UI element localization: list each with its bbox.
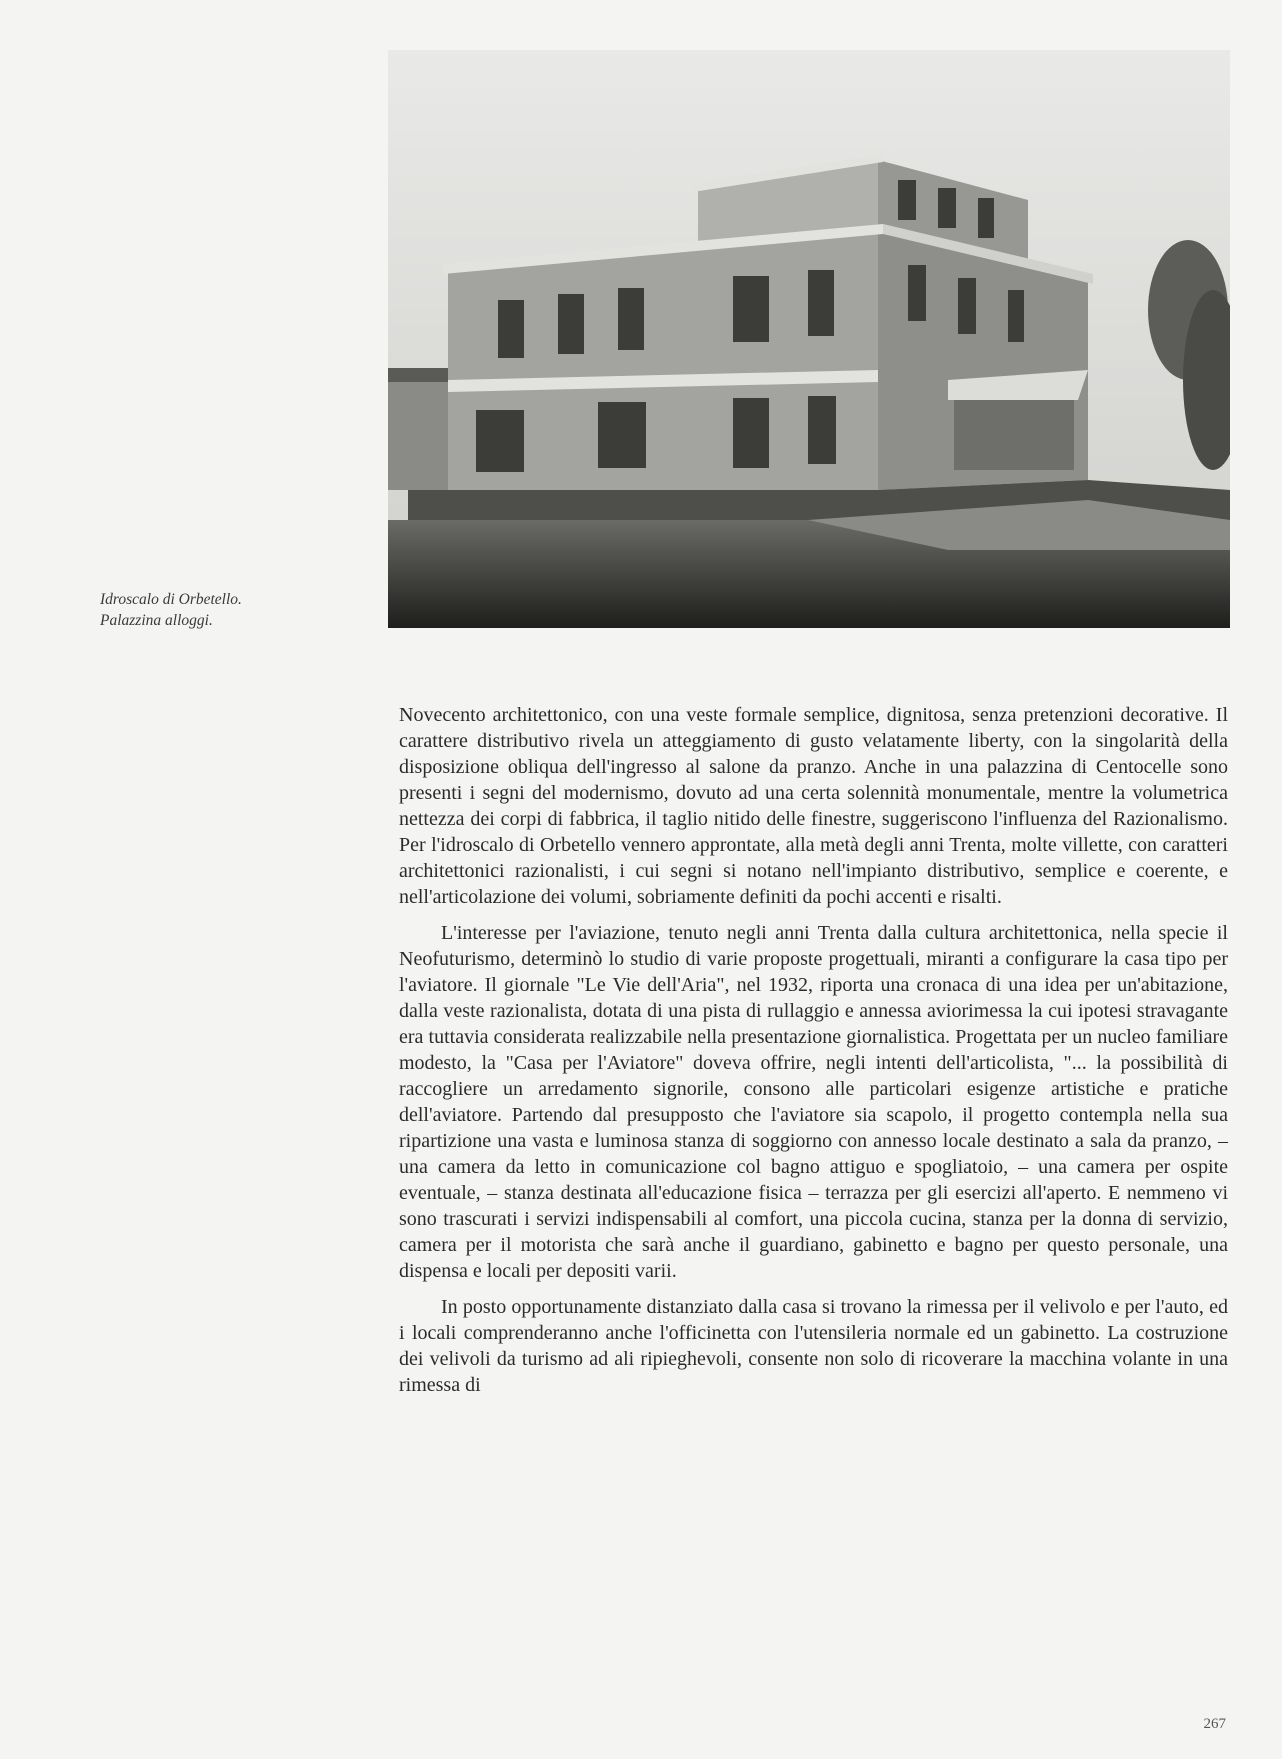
building-photograph xyxy=(388,50,1230,628)
photo-illustration xyxy=(388,50,1230,628)
article-body xyxy=(399,702,1228,1398)
page-number: 267 xyxy=(1203,1716,1226,1732)
caption-line-2: Palazzina alloggi. xyxy=(100,612,213,629)
figure-caption xyxy=(100,589,360,631)
paragraph: L'interesse per l'aviazione, tenuto negli anni Trenta dalla cultura architettonica, nella specie il Neofuturismo, determinò lo studio di varie proposte progettuali, miranti a configurare la casa tipo per l'aviatore. Il giornale "Le Vie dell'Aria", nel 1932, riporta una cronaca di una idea per un'abitazione, dalla veste razionalista, dotata di una pista di rullaggio e annessa aviorimessa la cui ipotesi stravagante era tuttavia considerata realizzabile nella presentazione giornalistica. Progettata per un nucleo familiare modesto, la "Casa per l'Aviatore" doveva offrire, negli intenti dell'articolista, "... la possibilità di raccogliere un arredamento signorile, consono alle particolari esigenze artistiche e pratiche dell'aviatore. Partendo dal presupposto che l'aviatore sia scapolo, il progetto contempla nella sua ripartizione una vasta e luminosa stanza di soggiorno con annesso locale destinato a sala da pranzo, – una camera da letto in comunicazione col bagno attiguo e spogliatoio, – una camera per ospite eventuale, – stanza destinata all'educazione fisica – terrazza per gli esercizi all'aperto. E nemmeno vi sono trascurati i servizi indispensabili al comfort, una piccola cucina, stanza per la donna di servizio, camera per il motorista che sarà anche il guardiano, gabinetto e bagno per questo personale, una dispensa e locali per depositi varii. xyxy=(399,922,1228,1282)
paragraph: Novecento architettonico, con una veste formale semplice, dignitosa, senza pretenzioni decorative. Il carattere distributivo rivela un atteggiamento di gusto velatamente liberty, con la singolarità della disposizione obliqua dell'ingresso al salone da pranzo. Anche in una palazzina di Centocelle sono presenti i segni del modernismo, dovuto ad una certa solennità monumentale, mentre la volumetrica nettezza dei corpi di fabbrica, il taglio nitido delle finestre, suggeriscono l'influenza del Razionalismo. Per l'idroscalo di Orbetello vennero approntate, alla metà degli anni Trenta, molte villette, con caratteri architettonici razionalisti, i cui segni si notano nell'impianto distributivo, semplice e coerente, e nell'articolazione dei volumi, sobriamente definiti da pochi accenti e risalti. xyxy=(399,704,1228,908)
paragraph: In posto opportunamente distanziato dalla casa si trovano la rimessa per il velivolo e per l'auto, ed i locali comprenderanno anche l'officinetta con l'utensileria normale ed un gabinetto. La costruzione dei velivoli da turismo ad ali ripieghevoli, consente non solo di ricoverare la macchina volante in una rimessa di xyxy=(399,1296,1228,1396)
caption-line-1: Idroscalo di Orbetello. xyxy=(100,591,242,608)
